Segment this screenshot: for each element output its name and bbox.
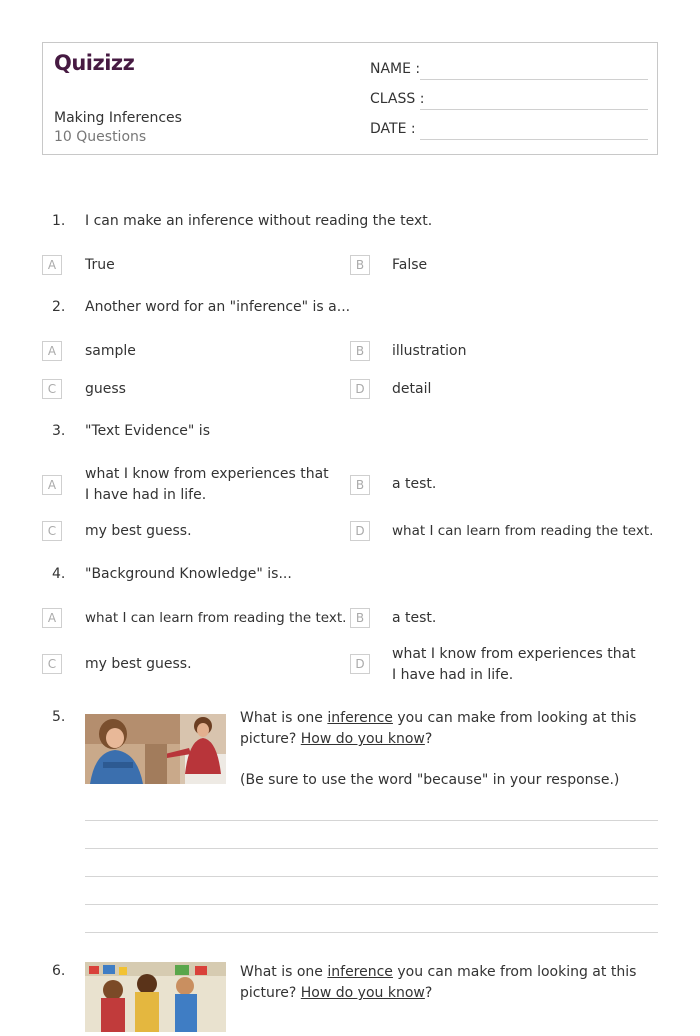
quizizz-logo: Quizizz xyxy=(54,51,135,75)
option-text[interactable]: a test. xyxy=(392,610,437,626)
answer-line[interactable] xyxy=(85,932,658,933)
question-5-photo xyxy=(85,714,226,784)
option-text[interactable]: a test. xyxy=(392,476,437,492)
prompt-underlined: inference xyxy=(327,964,393,980)
option-letter[interactable]: B xyxy=(350,341,370,361)
question-text: I can make an inference without reading the text. xyxy=(85,213,433,229)
question-6-photo xyxy=(85,962,226,1032)
prompt-text: you can make from looking at this picture? xyxy=(240,710,637,747)
prompt-text: ? xyxy=(424,985,433,1001)
question-number: 3. xyxy=(52,423,66,439)
worksheet-header xyxy=(42,42,658,155)
date-field[interactable] xyxy=(370,118,648,140)
prompt-text: What is one xyxy=(240,964,328,980)
option-text[interactable]: what I know from experiences that I have had in life. xyxy=(392,646,636,683)
option-letter[interactable]: C xyxy=(42,521,62,541)
option-text[interactable]: what I can learn from reading the text. xyxy=(85,610,347,626)
option-text[interactable]: guess xyxy=(85,381,126,397)
option-letter[interactable]: A xyxy=(42,255,62,275)
option-letter[interactable]: B xyxy=(350,608,370,628)
option-text[interactable]: my best guess. xyxy=(85,523,192,539)
option-letter[interactable]: D xyxy=(350,654,370,674)
question-number: 2. xyxy=(52,299,66,315)
question-number: 5. xyxy=(52,709,66,725)
answer-line[interactable] xyxy=(85,820,658,821)
question-5-prompt xyxy=(240,708,650,750)
option-text[interactable]: detail xyxy=(392,381,432,397)
class-field[interactable] xyxy=(370,88,648,110)
name-line xyxy=(420,79,648,80)
option-text[interactable]: what I know from experiences that I have had in life. xyxy=(85,466,329,503)
option-letter[interactable]: C xyxy=(42,654,62,674)
option-letter[interactable]: D xyxy=(350,521,370,541)
option-letter[interactable]: A xyxy=(42,341,62,361)
question-text: Another word for an "inference" is a... xyxy=(85,299,351,315)
question-text: "Text Evidence" is xyxy=(85,423,210,439)
option-text[interactable]: illustration xyxy=(392,343,467,359)
question-6-prompt xyxy=(240,962,650,1004)
option-text[interactable]: my best guess. xyxy=(85,656,192,672)
option-text[interactable]: sample xyxy=(85,343,136,359)
classroom-photo xyxy=(85,962,226,1032)
option-letter[interactable]: C xyxy=(42,379,62,399)
question-number: 6. xyxy=(52,963,66,979)
prompt-text: ? xyxy=(424,731,433,747)
prompt-text: you can make from looking at this picture? xyxy=(240,964,637,1001)
option-letter[interactable]: A xyxy=(42,608,62,628)
option-text[interactable]: what I can learn from reading the text. xyxy=(392,523,654,539)
question-count: 10 Questions xyxy=(54,129,147,145)
classroom-photo xyxy=(85,714,226,784)
option-text[interactable]: False xyxy=(392,257,428,273)
option-text[interactable]: True xyxy=(85,257,115,273)
answer-line[interactable] xyxy=(85,904,658,905)
question-text: "Background Knowledge" is... xyxy=(85,566,292,582)
option-letter[interactable]: B xyxy=(350,475,370,495)
name-label: NAME : xyxy=(370,61,421,77)
date-label: DATE : xyxy=(370,121,416,137)
question-5-note: (Be sure to use the word "because" in your response.) xyxy=(240,772,620,788)
name-field[interactable] xyxy=(370,58,648,80)
answer-line[interactable] xyxy=(85,848,658,849)
worksheet-title: Making Inferences xyxy=(54,110,182,126)
prompt-underlined: How do you know xyxy=(300,731,425,747)
class-label: CLASS : xyxy=(370,91,425,107)
class-line xyxy=(420,109,648,110)
option-letter[interactable]: A xyxy=(42,475,62,495)
prompt-text: What is one xyxy=(240,710,328,726)
option-letter[interactable]: B xyxy=(350,255,370,275)
prompt-underlined: How do you know xyxy=(300,985,425,1001)
option-letter[interactable]: D xyxy=(350,379,370,399)
answer-line[interactable] xyxy=(85,876,658,877)
question-number: 1. xyxy=(52,213,66,229)
question-number: 4. xyxy=(52,566,66,582)
prompt-underlined: inference xyxy=(327,710,393,726)
date-line xyxy=(420,139,648,140)
